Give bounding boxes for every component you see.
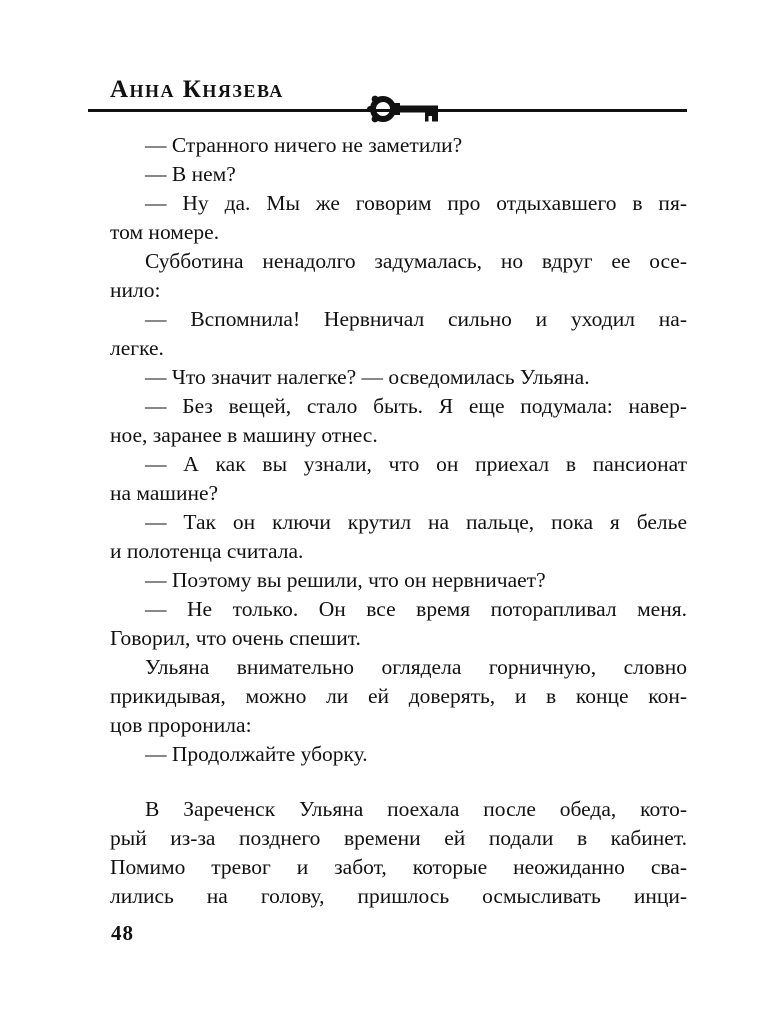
page-number: 48 [111,921,134,945]
text-line: лились на голову, пришлось осмысливать инци- [110,884,687,908]
text-line: ное, заранее в машину отнес. [110,423,378,447]
text-line: Субботина ненадолго задумалась, но вдруг ее осе- [145,249,687,273]
text-line: — А как вы узнали, что он приехал в пансионат [145,452,687,476]
text-line: — Ну да. Мы же говорим про отдыхавшего в пя- [145,191,687,215]
author-name: Анна Князева [110,76,284,103]
text-line: — В нем? [145,162,236,186]
text-line: — Не только. Он все время поторапливал меня. [145,597,687,621]
text-line: Ульяна внимательно оглядела горничную, словно [145,655,687,679]
text-line: Говорил, что очень спешит. [110,626,361,650]
text-line: — Что значит налегке? — осведомилась Ульяна. [145,365,590,389]
text-line: Помимо тревог и забот, которые неожиданно сва- [110,855,687,879]
text-line: — Без вещей, стало быть. Я еще подумала: навер- [145,394,687,418]
text-line: цов проронила: [110,713,252,737]
text-line: — Поэтому вы решили, что он нервничает? [145,568,546,592]
text-line: и полотенца считала. [110,539,304,563]
key-icon [366,93,450,127]
text-line: В Зареченск Ульяна поехала после обеда, кото- [145,797,687,821]
section-break [110,769,687,795]
text-line: рый из-за позднего времени ей подали в кабинет. [110,826,687,850]
text-line: на машине? [110,481,219,505]
text-line: — Так он ключи крутил на пальце, пока я белье [145,510,687,534]
text-line: прикидывая, можно ли ей доверять, и в конце кон- [110,684,687,708]
text-line: том номере. [110,220,220,244]
text-line: легке. [110,336,164,360]
text-line: — Продолжайте уборку. [145,742,368,766]
text-line: — Странного ничего не заметили? [145,133,463,157]
text-line: нило: [110,278,161,302]
text-line: — Вспомнила! Нервничал сильно и уходил на- [145,307,687,331]
body-text [110,131,687,911]
